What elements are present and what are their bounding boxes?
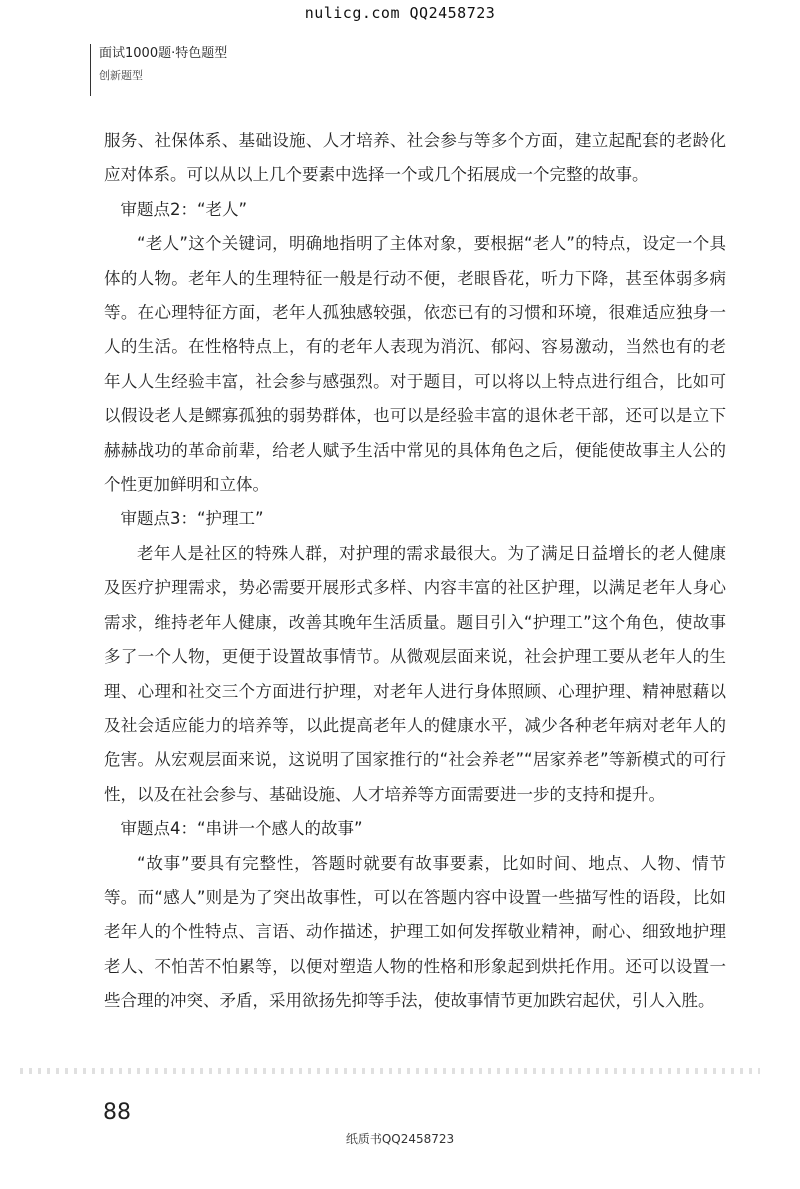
page-number: 88 [103,1100,131,1125]
scan-artifact-line [20,1068,760,1074]
book-title: 面试1000题·特色题型 [99,46,228,61]
top-watermark: nulicg.com QQ2458723 [304,4,496,22]
paragraph: 老年人是社区的特殊人群，对护理的需求最很大。为了满足日益增长的老人健康及医疗护理需求，势必需要开展形式多样、内容丰富的社区护理，以满足老年人身心需求，维持老年人健康，改善其晚年生活质量。题目引入“护理工”这个角色，使故事多了一个人物，更便于设置故事情节。从微观层面来说，社会护理工要从老年人的生理、心理和社交三个方面进行护理，对老年人进行身体照顾、心理护理、精神慰藉以及社会适应能力的培养等，以此提高老年人的健康水平，减少各种老年病对老年人的危害。从宏观层面来说，这说明了国家推行的“社会养老”“居家养老”等新模式的可行性，以及在社会参与、基础设施、人才培养等方面需要进一步的支持和提升。 [104,543,726,804]
section-heading: 审题点3：“护理工” [120,509,264,529]
running-header [90,44,227,96]
section-heading: 审题点4：“串讲一个感人的故事” [120,819,363,839]
bottom-watermark: 纸质书QQ2458723 [345,1132,455,1146]
section-subtitle: 创新题型 [99,69,143,82]
paragraph: 服务、社保体系、基础设施、人才培养、社会参与等多个方面，建立起配套的老龄化应对体系。可以从以上几个要素中选择一个或几个拓展成一个完整的故事。 [104,131,726,185]
section-heading: 审题点2：“老人” [120,199,248,219]
paragraph: “老人”这个关键词，明确地指明了主体对象，要根据“老人”的特点，设定一个具体的人物。老年人的生理特征一般是行动不便，老眼昏花，听力下降，甚至体弱多病等。在心理特征方面，老年人孤独感较强，依恋已有的习惯和环境，很难适应独身一人的生活。在性格特点上，有的老年人表现为消沉、郁闷、容易激动，当然也有的老年人人生经验丰富，社会参与感强烈。对于题目，可以将以上特点进行组合，比如可以假设老人是鳏寡孤独的弱势群体，也可以是经验丰富的退休老干部，还可以是立下赫赫战功的革命前辈，给老人赋予生活中常见的具体角色之后，便能使故事主人公的个性更加鲜明和立体。 [104,234,726,495]
paragraph: “故事”要具有完整性，答题时就要有故事要素，比如时间、地点、人物、情节等。而“感人”则是为了突出故事性，可以在答题内容中设置一些描写性的语段，比如老年人的个性特点、言语、动作描述，护理工如何发挥敬业精神，耐心、细致地护理老人、不怕苦不怕累等，以便对塑造人物的性格和形象起到烘托作用。还可以设置一些合理的冲突、矛盾，采用欲扬先抑等手法，使故事情节更加跌宕起伏，引人入胜。 [104,853,726,1011]
page-body [104,124,726,1019]
